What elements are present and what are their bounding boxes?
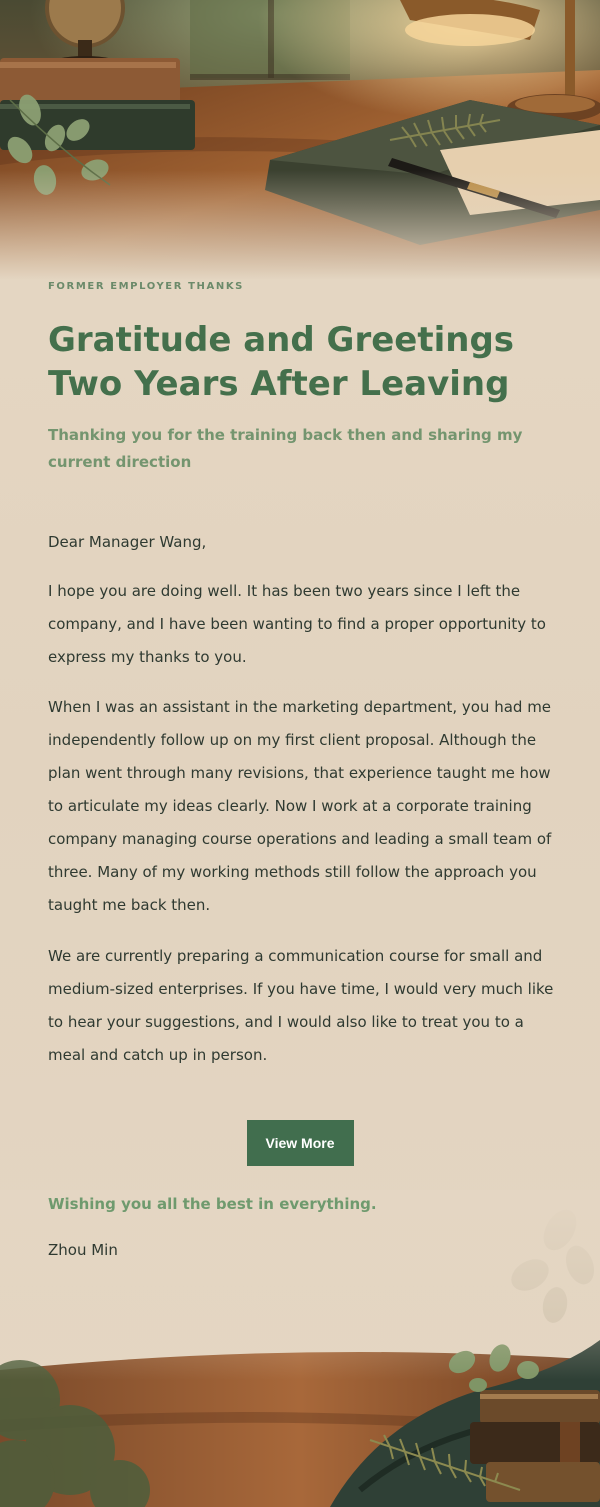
body-paragraph-2: When I was an assistant in the marketing department, you had me independently follow up on my first client proposal. Although the plan went through many revisions, that experience taught me how to articulate my ideas clearly. Now I work at a corporate training company managing course operations and leading a small team of three. Many of my working methods still follow the approach you taught me back then. [48,698,552,914]
body-paragraph-3: We are currently preparing a communication course for small and medium-sized enterprises. If you have time, I would very much like to hear your suggestions, and I would also like to treat you to a meal and catch up in person. [48,947,554,1064]
eyebrow-label: FORMER EMPLOYER THANKS [48,281,244,292]
cta-container [48,1120,552,1166]
email-subtitle: Thanking you for the training back then and sharing my current direction [48,426,523,471]
email-title: Gratitude and Greetings Two Years After Leaving [48,320,515,404]
closing-line: Wishing you all the best in everything. [48,1195,377,1213]
footer-illustration [0,1190,600,1507]
signature: Zhou Min [48,1241,118,1259]
greeting: Dear Manager Wang, [48,533,207,551]
header-illustration [0,0,600,280]
view-more-button[interactable]: View More [247,1120,354,1166]
body-paragraph-1: I hope you are doing well. It has been two years since I left the company, and I have been wanting to find a proper opportunity to express my thanks to you. [48,582,546,666]
